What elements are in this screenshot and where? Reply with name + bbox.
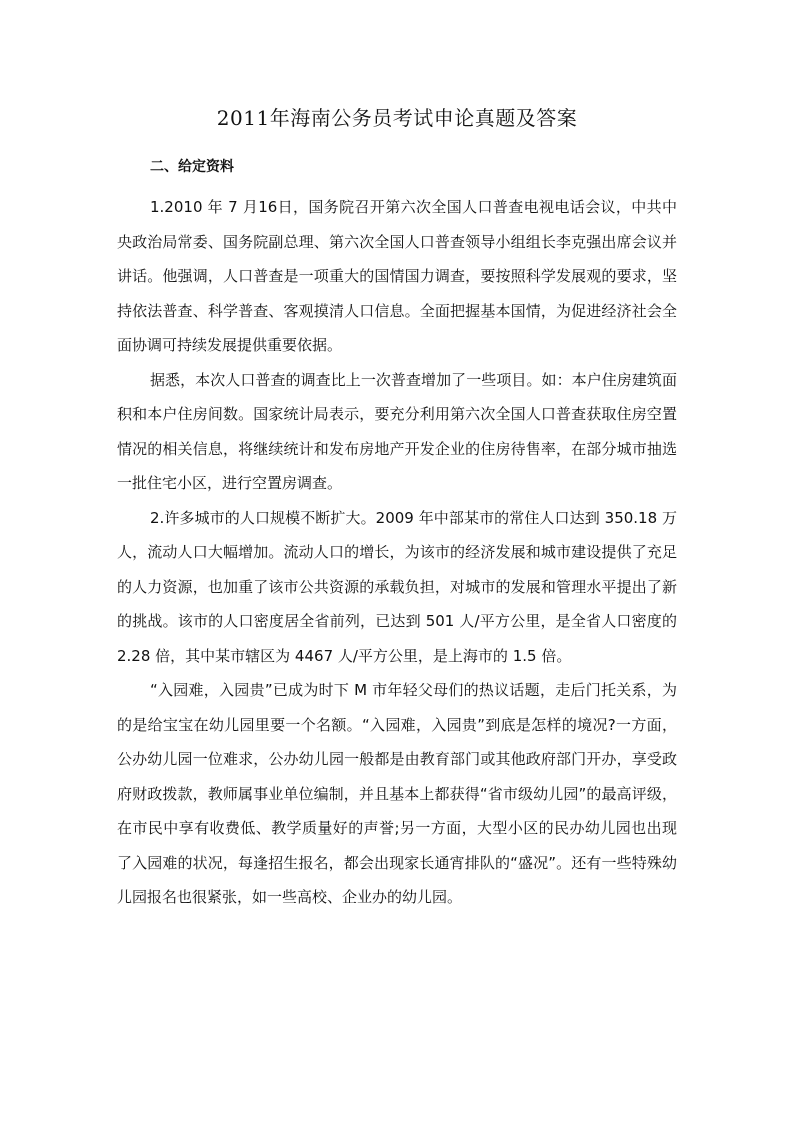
paragraph-1: 1.2010 年 7 月16日，国务院召开第六次全国人口普查电视电话会议，中共中央政治局常委、国务院副总理、第六次全国人口普查领导小组组长李克强出席会议并讲话。他强调，人口普查是一项重大的国情国力调查，要按照科学发展观的要求，坚持依法普查、科学普查、客观摸清人口信息。全面把握基本国情，为促进经济社会全面协调可持续发展提供重要依据。	[117, 198, 677, 354]
section-heading: 二、给定资料	[150, 159, 234, 175]
document-title: 2011年海南公务员考试申论真题及答案	[216, 106, 578, 130]
paragraph-4: “入园难，入园贵”已成为时下 M 市年轻父母们的热议话题，走后门托关系，为的是给宝宝在幼儿园里要一个名额。“入园难，入园贵”到底是怎样的境况?一方面，公办幼儿园一位难求，公办幼儿园一般都是由教育部门或其他政府部门开办，享受政府财政拨款，教师属事业单位编制，并且基本上都获得“省市级幼儿园”的最高评级，在市民中享有收费低、教学质量好的声誉;另一方面，大型小区的民办幼儿园也出现了入园难的状况，每逢招生报名，都会出现家长通宵排队的“盛况”。还有一些特殊幼儿园报名也很紧张，如一些高校、企业办的幼儿园。	[117, 681, 677, 906]
paragraph-2: 据悉，本次人口普查的调查比上一次普查增加了一些项目。如：本户住房建筑面积和本户住房间数。国家统计局表示，要充分利用第六次全国人口普查获取住房空置情况的相关信息，将继续统计和发布房地产开发企业的住房待售率，在部分城市抽选一批住宅小区，进行空置房调查。	[117, 370, 677, 492]
document-body	[117, 190, 677, 915]
paragraph-3: 2.许多城市的人口规模不断扩大。2009 年中部某市的常住人口达到 350.18 万人，流动人口大幅增加。流动人口的增长，为该市的经济发展和城市建设提供了充足的人力资源，也加重了该市公共资源的承载负担，对城市的发展和管理水平提出了新的挑战。该市的人口密度居全省前列，已达到 501 人/平方公里，是全省人口密度的 2.28 倍，其中某市辖区为 4467 人/平方公里，是上海市的 1.5 倍。	[117, 508, 677, 665]
